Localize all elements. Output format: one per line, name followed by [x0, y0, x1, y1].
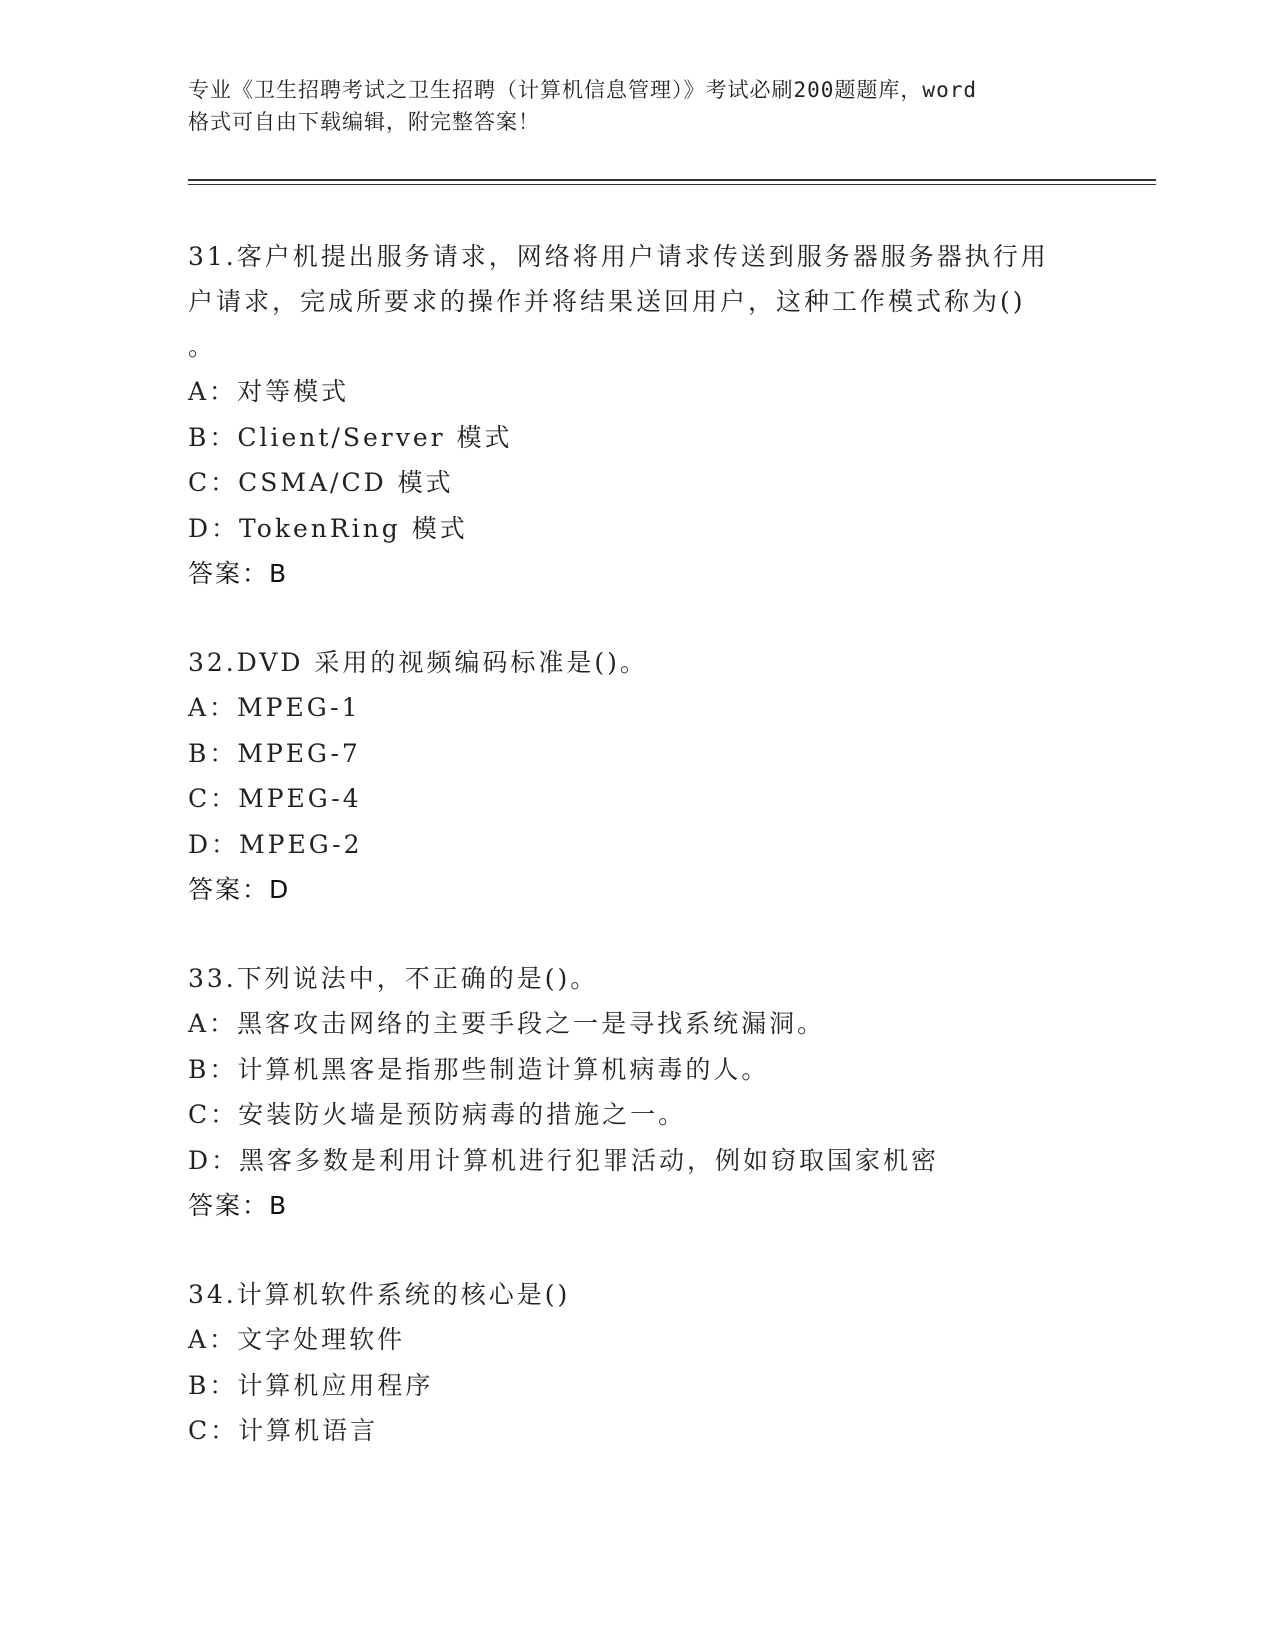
- option-c: [188, 460, 1088, 506]
- question-text-line: 。: [188, 332, 217, 361]
- option-text: 计算机应用程序: [237, 1370, 434, 1400]
- option-d: [188, 822, 1088, 868]
- option-b: [188, 415, 1088, 461]
- header-title-line-1: 专业《卫生招聘考试之卫生招聘（计算机信息管理）》考试必刷200题题库，word: [188, 78, 977, 102]
- option-key: B：: [188, 422, 238, 452]
- option-key: D：: [188, 513, 240, 543]
- option-text: TokenRing 模式: [239, 513, 468, 543]
- document-header: [188, 74, 1108, 138]
- question-text: [188, 640, 1088, 685]
- option-text: 计算机语言: [238, 1416, 379, 1445]
- option-key: D：: [188, 1145, 240, 1175]
- option-key: C：: [188, 784, 239, 813]
- question-list: [188, 234, 1088, 1498]
- option-text: MPEG-4: [238, 784, 362, 813]
- question-32: [188, 640, 1088, 912]
- question-33: [188, 956, 1088, 1228]
- option-text: MPEG-2: [239, 829, 363, 859]
- answer-line: 答案：D: [188, 875, 291, 904]
- question-text-line: 34.计算机软件系统的核心是(): [188, 1280, 571, 1309]
- option-text: MPEG-7: [237, 738, 361, 768]
- header-divider-thin: [188, 184, 1156, 185]
- header-title-line-2: 格式可自由下载编辑，附完整答案！: [188, 110, 540, 134]
- option-text: 黑客攻击网络的主要手段之一是寻找系统漏洞。: [237, 1009, 826, 1038]
- option-c: [188, 1408, 1088, 1454]
- option-key: B：: [188, 1370, 238, 1400]
- option-text: MPEG-1: [237, 693, 361, 722]
- option-key: A：: [188, 377, 238, 406]
- answer-line: 答案：B: [188, 1191, 289, 1220]
- question-34: [188, 1272, 1088, 1454]
- option-text: 对等模式: [237, 377, 350, 406]
- question-text-line: 33.下列说法中，不正确的是()。: [188, 964, 599, 993]
- question-text-line: 31.客户机提出服务请求，网络将用户请求传送到服务器服务器执行用: [188, 242, 1049, 271]
- option-a: [188, 369, 1088, 415]
- answer-line: 答案：B: [188, 559, 289, 588]
- option-d: [188, 1138, 1088, 1184]
- option-key: A：: [188, 1325, 238, 1354]
- question-text: [188, 1272, 1088, 1317]
- question-31: [188, 234, 1088, 596]
- option-c: [188, 1092, 1088, 1138]
- option-d: [188, 506, 1088, 552]
- option-key: B：: [188, 1054, 238, 1084]
- option-text: Client/Server 模式: [237, 422, 513, 452]
- option-key: A：: [188, 1009, 238, 1038]
- option-text: CSMA/CD 模式: [238, 468, 454, 497]
- option-key: A：: [188, 693, 238, 722]
- option-b: [188, 1047, 1088, 1093]
- option-key: C：: [188, 1100, 239, 1129]
- option-text: 安装防火墙是预防病毒的措施之一。: [238, 1100, 687, 1129]
- option-text: 计算机黑客是指那些制造计算机病毒的人。: [237, 1054, 770, 1084]
- question-text: [188, 956, 1088, 1001]
- option-key: D：: [188, 829, 240, 859]
- option-text: 文字处理软件: [237, 1325, 406, 1354]
- header-divider-thick: [188, 179, 1156, 181]
- option-b: [188, 731, 1088, 777]
- option-c: [188, 776, 1088, 822]
- option-b: [188, 1363, 1088, 1409]
- question-text-line: 32.DVD 采用的视频编码标准是()。: [188, 648, 648, 677]
- option-a: [188, 1317, 1088, 1363]
- option-key: C：: [188, 468, 239, 497]
- option-a: [188, 1001, 1088, 1047]
- option-key: B：: [188, 738, 238, 768]
- question-text: [188, 234, 1088, 369]
- option-key: C：: [188, 1416, 239, 1445]
- option-a: [188, 685, 1088, 731]
- option-text: 黑客多数是利用计算机进行犯罪活动，例如窃取国家机密: [239, 1145, 940, 1175]
- question-text-line: 户请求，完成所要求的操作并将结果送回用户，这种工作模式称为(): [188, 287, 1026, 316]
